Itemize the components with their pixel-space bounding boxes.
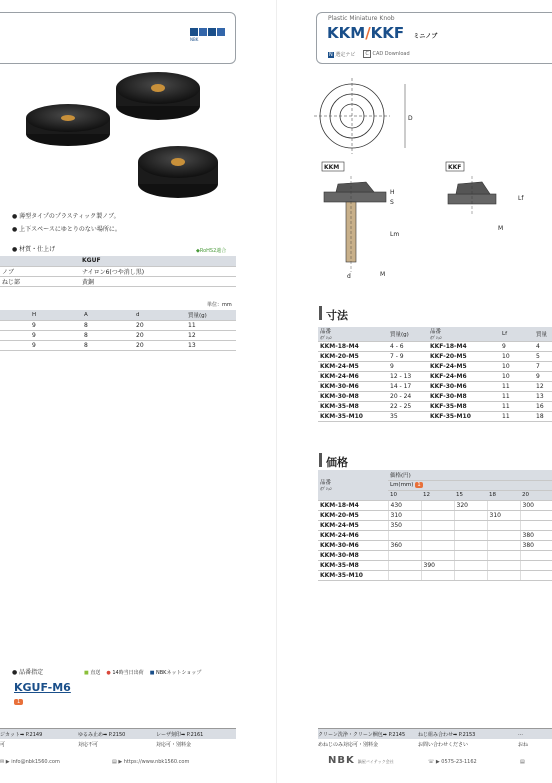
feature-1: ● 薄型タイプのプラスティック製ノブ。 xyxy=(12,213,120,220)
order-opt-shop[interactable]: ■ NBKネットショップ xyxy=(149,670,202,676)
price-row: KKM-30-M8 xyxy=(318,550,552,560)
right-service-strip: クリーン洗浄・クリーン梱包➡ P.2145 ねじ組み合わせ➡ P.2153 … めねじのみ対応可・別料金 お問い合わせください おね xyxy=(318,728,552,748)
svc-link-more[interactable]: … xyxy=(518,731,523,737)
material-title: ● 材質・仕上げ xyxy=(12,246,56,253)
breadcrumb: Plastic Miniature Knob xyxy=(328,15,395,22)
price-row: KKM-20-M5 310 310 xyxy=(318,510,552,520)
phone-icon: ☏ xyxy=(428,759,435,765)
table-row: 9 8 20 12 xyxy=(0,330,236,340)
footer-web[interactable]: ▤ ▶ https://www.nbk1560.com xyxy=(112,759,190,765)
dim-H: H xyxy=(390,189,395,196)
clock-icon: ● xyxy=(106,670,111,676)
truck-icon: ■ xyxy=(84,670,89,676)
dim-row: KKM-35-M8 22 - 25 KKF-35-M8 11 16 xyxy=(318,402,552,412)
navi-icon: N xyxy=(329,52,333,58)
dim-Lm: Lm xyxy=(390,231,400,238)
unit-label: 単位：mm xyxy=(207,302,232,308)
kkf-side-view xyxy=(448,176,496,216)
dim-D: D xyxy=(408,115,413,122)
price-table: 品番 ｵﾌﾟｼｮﾝ 価格(円) Lm(mm) 1 10 12 15 18 20 KKM-18-M4 430 320 300 KKM-20-M5 310 310 KKM-24-M5 350 KKM-24-M6 380 KKM-30-M6 360 380 KKM-30-M8 KKM-35-M8 390 KKM-35-M10 xyxy=(318,470,552,581)
table-row: ねじ部 黄銅 xyxy=(0,276,236,286)
product-photo xyxy=(20,66,240,206)
svc-link-3[interactable]: レーザ刻印➡ P.2161 xyxy=(156,731,204,738)
dim-Lf: Lf xyxy=(518,195,524,202)
label-kkf: KKF xyxy=(448,164,462,171)
order-part-number: KGUF-M6 xyxy=(14,681,71,694)
svc-link-1[interactable]: ジカット➡ P.2149 xyxy=(0,731,43,738)
dim-row: KKM-35-M10 35 KKF-35-M10 11 18 xyxy=(318,412,552,422)
dim-M2: M xyxy=(498,225,504,232)
feature-2: ● 上下スペースにゆとりのない場所に。 xyxy=(12,226,121,233)
page-title: KKM/KKF ミニノブ xyxy=(327,24,438,42)
price-row: KKM-35-M10 xyxy=(318,570,552,580)
price-row: KKM-35-M8 390 xyxy=(318,560,552,570)
left-logo xyxy=(190,28,230,46)
svc-link-clean[interactable]: クリーン洗浄・クリーン梱包➡ P.2145 xyxy=(318,731,406,738)
rohs-badge: ◆RoHS2適合 xyxy=(196,248,227,254)
left-service-strip: ジカット➡ P.2149 ゆるみ止め➡ P.2150 レーザ刻印➡ P.2161 可 対応不可 対応可・別料金 xyxy=(0,728,236,748)
dim-row: KKM-24-M5 9 KKF-24-M5 10 7 xyxy=(318,362,552,372)
order-opt-direct: ■ 直送 xyxy=(84,670,101,676)
price-title: 価格 xyxy=(326,456,348,469)
dim-row: KKM-24-M6 12 - 13 KKF-24-M6 10 9 xyxy=(318,372,552,382)
order-options xyxy=(84,669,201,676)
price-row: KKM-24-M6 380 xyxy=(318,530,552,540)
knob-bottom xyxy=(138,146,218,198)
table-row: 9 8 20 11 xyxy=(0,320,236,330)
svc-link-2[interactable]: ゆるみ止め➡ P.2150 xyxy=(78,731,126,738)
price-title-bar xyxy=(319,453,322,467)
dim-row: KKM-18-M4 4 - 6 KKF-18-M4 9 4 xyxy=(318,342,552,352)
price-row: KKM-30-M6 360 380 xyxy=(318,540,552,550)
knob-left xyxy=(26,104,110,146)
svc-link-thread[interactable]: ねじ組み合わせ➡ P.2153 xyxy=(418,731,476,738)
header-nav xyxy=(328,51,410,58)
cad-icon: C xyxy=(365,51,369,57)
left-dim-table: H A d 質量(g) 9 8 20 11 9 8 20 12 9 8 20 13 xyxy=(0,310,236,351)
page-gutter xyxy=(276,0,277,783)
order-opt-ship: ● 14時当日出荷 xyxy=(106,670,144,676)
nav-select-link[interactable]: N 選定ナビ xyxy=(329,52,356,58)
material-table xyxy=(0,256,236,287)
order-badge: 1 xyxy=(14,699,23,705)
mail-icon: ✉ xyxy=(0,759,5,765)
leaf-icon: ◆ xyxy=(196,248,200,254)
footer-phone[interactable]: ☏ ▶ 0575-23-1162 xyxy=(428,759,477,765)
lm-badge: 1 xyxy=(417,482,421,488)
dim-M: M xyxy=(380,271,386,278)
dim-S: S xyxy=(390,199,394,206)
table-row: 9 8 20 13 xyxy=(0,340,236,350)
table-row: ノブ ナイロン6(つや消し黒) xyxy=(0,266,236,276)
dim-row: KKM-30-M8 20 - 24 KKF-30-M8 11 13 xyxy=(318,392,552,402)
footer-brand: NBK 鍋屋バイテック会社 xyxy=(328,755,394,766)
kkm-side-view xyxy=(324,176,386,272)
dim-d: d xyxy=(347,273,351,280)
dim-title: 寸法 xyxy=(326,309,348,322)
label-kkm: KKM xyxy=(324,164,340,171)
price-row: KKM-24-M5 350 xyxy=(318,520,552,530)
footer-fax-icon: ▤ xyxy=(520,759,525,765)
logo-text: NBK xyxy=(190,37,199,42)
dim-title-bar xyxy=(319,306,322,320)
nav-cad-link[interactable]: C CAD Download xyxy=(365,51,410,57)
dimension-table: 品番 ｵﾌﾟｼｮﾝ 質量(g) 品番 ｵﾌﾟｼｮﾝ Lf 質量 KKM-18-M4 4 - 6 KKF-18-M4 9 4 KKM-20-M5 7 - 9 KKF-20-M5 10 5 KKM-24-M5 9 KKF-24-M5 10 7 KKM-24-M6 12 - 13 KKF-24-M6 10 9 KKM-30-M6 14 - 17 KKF-30-M6 11 12 KKM-30-M8 20 - 24 KKF-30-M8 11 13 KKM-35-M8 22 - 25 KKF-35-M8 11 16 KKM-35-M10 35 KKF-35-M10 11 18 xyxy=(318,327,552,422)
material-col-head: KGUF xyxy=(80,256,236,266)
knob-top xyxy=(116,72,200,120)
cart-icon: ■ xyxy=(149,670,155,676)
order-title: ● 品番指定 xyxy=(12,669,44,676)
dim-row: KKM-30-M6 14 - 17 KKF-30-M6 11 12 xyxy=(318,382,552,392)
dim-row: KKM-20-M5 7 - 9 KKF-20-M5 10 5 xyxy=(318,352,552,362)
price-row: KKM-18-M4 430 320 300 xyxy=(318,500,552,510)
footer-mail[interactable]: ✉ ▶ info@nbk1560.com xyxy=(0,759,60,765)
technical-drawing xyxy=(310,76,552,288)
web-icon: ▤ xyxy=(112,759,117,765)
